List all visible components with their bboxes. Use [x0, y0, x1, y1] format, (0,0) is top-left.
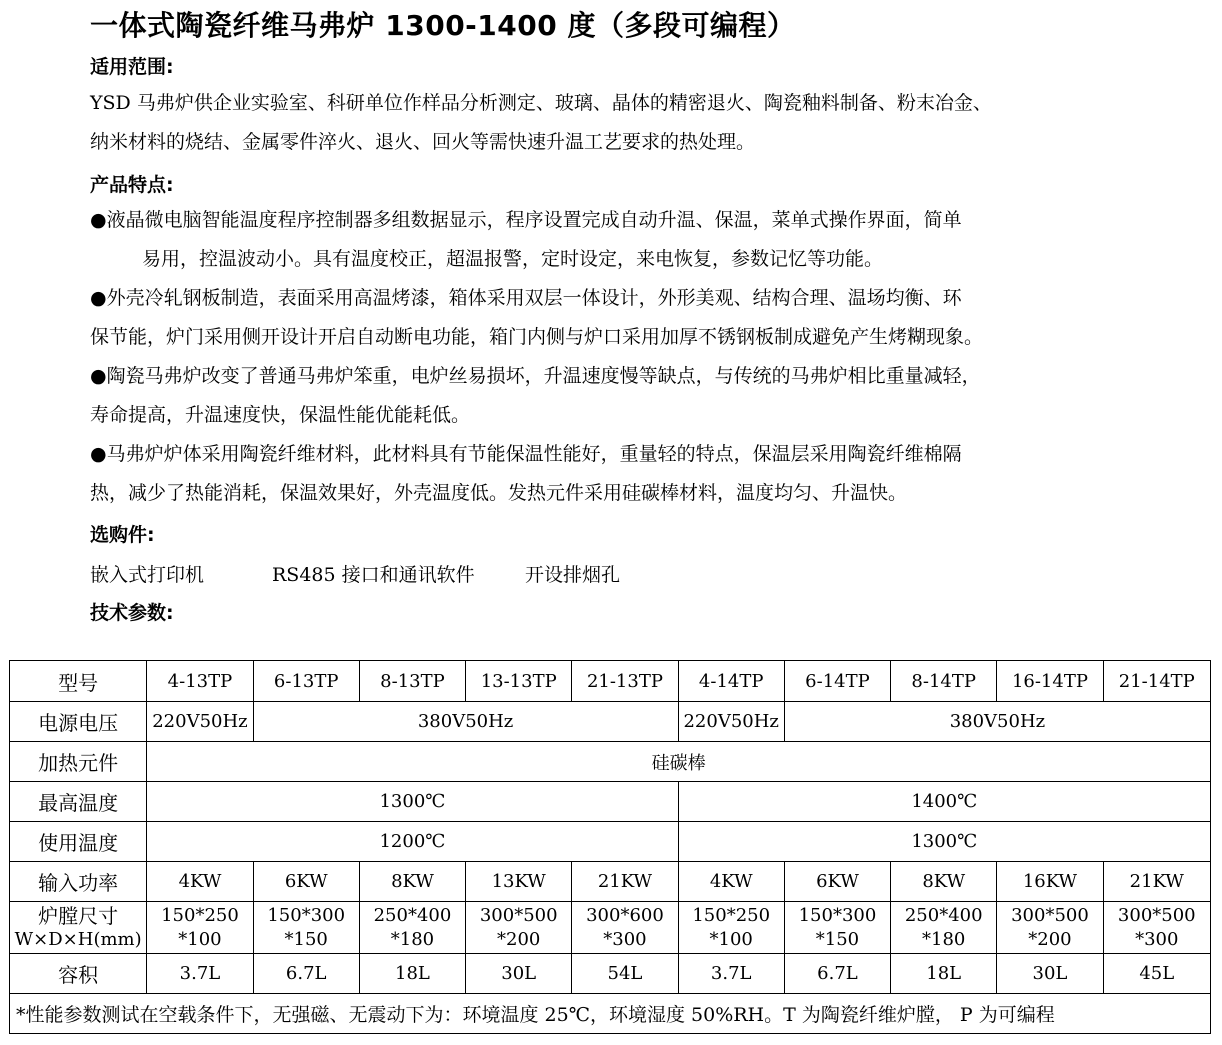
chamber-cell: 150*300 *150: [784, 902, 890, 954]
volume-cell: 6.7L: [253, 954, 359, 994]
use-temp-cell: 1200℃: [147, 822, 678, 862]
features-heading: 产品特点:: [90, 174, 174, 196]
row-label-power: 输入功率: [10, 862, 147, 902]
power-cell: 6KW: [784, 862, 890, 902]
volume-cell: 30L: [466, 954, 572, 994]
feature-item-line-1: ●外壳冷轧钢板制造，表面采用高温烤漆，箱体采用双层一体设计，外形美观、结构合理、温场均衡、环: [90, 287, 962, 309]
feature-item: [90, 279, 983, 357]
power-cell: 4KW: [678, 862, 784, 902]
spec-table: [9, 660, 1211, 1034]
chamber-cell: 300*500 *200: [466, 902, 572, 954]
power-cell: 8KW: [891, 862, 997, 902]
row-label-heating: 加热元件: [10, 742, 147, 782]
row-label-max-temp: 最高温度: [10, 782, 147, 822]
table-row-voltage: [10, 702, 1211, 742]
use-temp-cell: 1300℃: [678, 822, 1210, 862]
volume-cell: 3.7L: [147, 954, 253, 994]
power-cell: 16KW: [997, 862, 1103, 902]
table-row-heating: [10, 742, 1211, 782]
row-label-volume: 容积: [10, 954, 147, 994]
volume-cell: 6.7L: [784, 954, 890, 994]
option-item-printer: 嵌入式打印机: [90, 564, 205, 586]
volume-cell: 45L: [1103, 954, 1210, 994]
row-label-voltage: 电源电压: [10, 702, 147, 742]
model-cell: 6-14TP: [784, 661, 890, 702]
power-cell: 6KW: [253, 862, 359, 902]
scope-line-2: 纳米材料的烧结、金属零件淬火、退火、回火等需快速升温工艺要求的热处理。: [90, 131, 756, 153]
heating-cell: 硅碳棒: [147, 742, 1211, 782]
model-cell: 21-14TP: [1103, 661, 1210, 702]
row-label-use-temp: 使用温度: [10, 822, 147, 862]
power-cell: 4KW: [147, 862, 253, 902]
scope-line-1: YSD 马弗炉供企业实验室、科研单位作样品分析测定、玻璃、晶体的精密退火、陶瓷釉料制备、粉末冶金、: [90, 92, 992, 114]
feature-item: [90, 357, 981, 435]
feature-item: [90, 435, 962, 513]
power-cell: 13KW: [466, 862, 572, 902]
volume-cell: 18L: [359, 954, 465, 994]
feature-item-line-2: 热，减少了热能消耗，保温效果好，外壳温度低。发热元件采用硅碳棒材料，温度均匀、升温快。: [90, 482, 908, 504]
model-cell: 16-14TP: [997, 661, 1103, 702]
feature-item-line-2: 寿命提高，升温速度快，保温性能优能耗低。: [90, 404, 471, 426]
table-footnote: *性能参数测试在空载条件下，无强磁、无震动下为：环境温度 25℃，环境湿度 50%RH。T 为陶瓷纤维炉膛， P 为可编程: [10, 994, 1211, 1034]
feature-item-line-2: 易用，控温波动小。具有温度校正，超温报警，定时设定，来电恢复，参数记忆等功能。: [142, 248, 884, 270]
row-label-model: 型号: [10, 661, 147, 702]
chamber-cell: 300*500 *200: [997, 902, 1103, 954]
option-item-rs485: RS485 接口和通讯软件: [272, 564, 475, 586]
table-row-chamber: [10, 902, 1211, 954]
chamber-label-line-1: 炉膛尺寸: [38, 903, 119, 928]
chamber-label-line-2: W×D×H(mm): [14, 928, 142, 950]
volume-cell: 30L: [997, 954, 1103, 994]
chamber-cell: 300*500 *300: [1103, 902, 1210, 954]
model-cell: 8-13TP: [359, 661, 465, 702]
voltage-cell: 220V50Hz: [147, 702, 253, 742]
max-temp-cell: 1400℃: [678, 782, 1210, 822]
voltage-cell: 220V50Hz: [678, 702, 784, 742]
power-cell: 21KW: [572, 862, 678, 902]
chamber-cell: 150*250 *100: [147, 902, 253, 954]
feature-item-line-1: ●液晶微电脑智能温度程序控制器多组数据显示，程序设置完成自动升温、保温，菜单式操作界面，简单: [90, 209, 962, 231]
volume-cell: 54L: [572, 954, 678, 994]
model-cell: 4-14TP: [678, 661, 784, 702]
feature-item-line-1: ●马弗炉炉体采用陶瓷纤维材料，此材料具有节能保温性能好，重量轻的特点，保温层采用陶瓷纤维棉隔: [90, 443, 962, 465]
volume-cell: 3.7L: [678, 954, 784, 994]
page-title: 一体式陶瓷纤维马弗炉 1300-1400 度（多段可编程）: [90, 9, 796, 42]
scope-heading: 适用范围:: [90, 56, 174, 78]
model-cell: 8-14TP: [891, 661, 997, 702]
specs-heading: 技术参数:: [90, 602, 174, 624]
chamber-cell: 150*300 *150: [253, 902, 359, 954]
chamber-cell: 300*600 *300: [572, 902, 678, 954]
feature-item: [90, 201, 962, 279]
chamber-cell: 250*400 *180: [359, 902, 465, 954]
row-label-chamber: [10, 902, 147, 954]
max-temp-cell: 1300℃: [147, 782, 678, 822]
chamber-cell: 150*250 *100: [678, 902, 784, 954]
model-cell: 4-13TP: [147, 661, 253, 702]
table-row-model: [10, 661, 1211, 702]
model-cell: 21-13TP: [572, 661, 678, 702]
voltage-cell: 380V50Hz: [253, 702, 678, 742]
voltage-cell: 380V50Hz: [784, 702, 1210, 742]
feature-item-line-2: 保节能，炉门采用侧开设计开启自动断电功能，箱门内侧与炉口采用加厚不锈钢板制成避免产生烤糊现象。: [90, 326, 984, 348]
table-row-volume: [10, 954, 1211, 994]
table-row-note: [10, 994, 1211, 1034]
feature-item-line-1: ●陶瓷马弗炉改变了普通马弗炉笨重，电炉丝易损坏，升温速度慢等缺点，与传统的马弗炉相比重量减轻，: [90, 365, 981, 387]
table-row-max-temp: [10, 782, 1211, 822]
model-cell: 13-13TP: [466, 661, 572, 702]
power-cell: 8KW: [359, 862, 465, 902]
options-heading: 选购件:: [90, 524, 155, 546]
chamber-cell: 250*400 *180: [891, 902, 997, 954]
table-row-use-temp: [10, 822, 1211, 862]
power-cell: 21KW: [1103, 862, 1210, 902]
scope-text: [90, 84, 992, 162]
option-item-exhaust: 开设排烟孔: [525, 564, 621, 586]
table-row-power: [10, 862, 1211, 902]
volume-cell: 18L: [891, 954, 997, 994]
model-cell: 6-13TP: [253, 661, 359, 702]
